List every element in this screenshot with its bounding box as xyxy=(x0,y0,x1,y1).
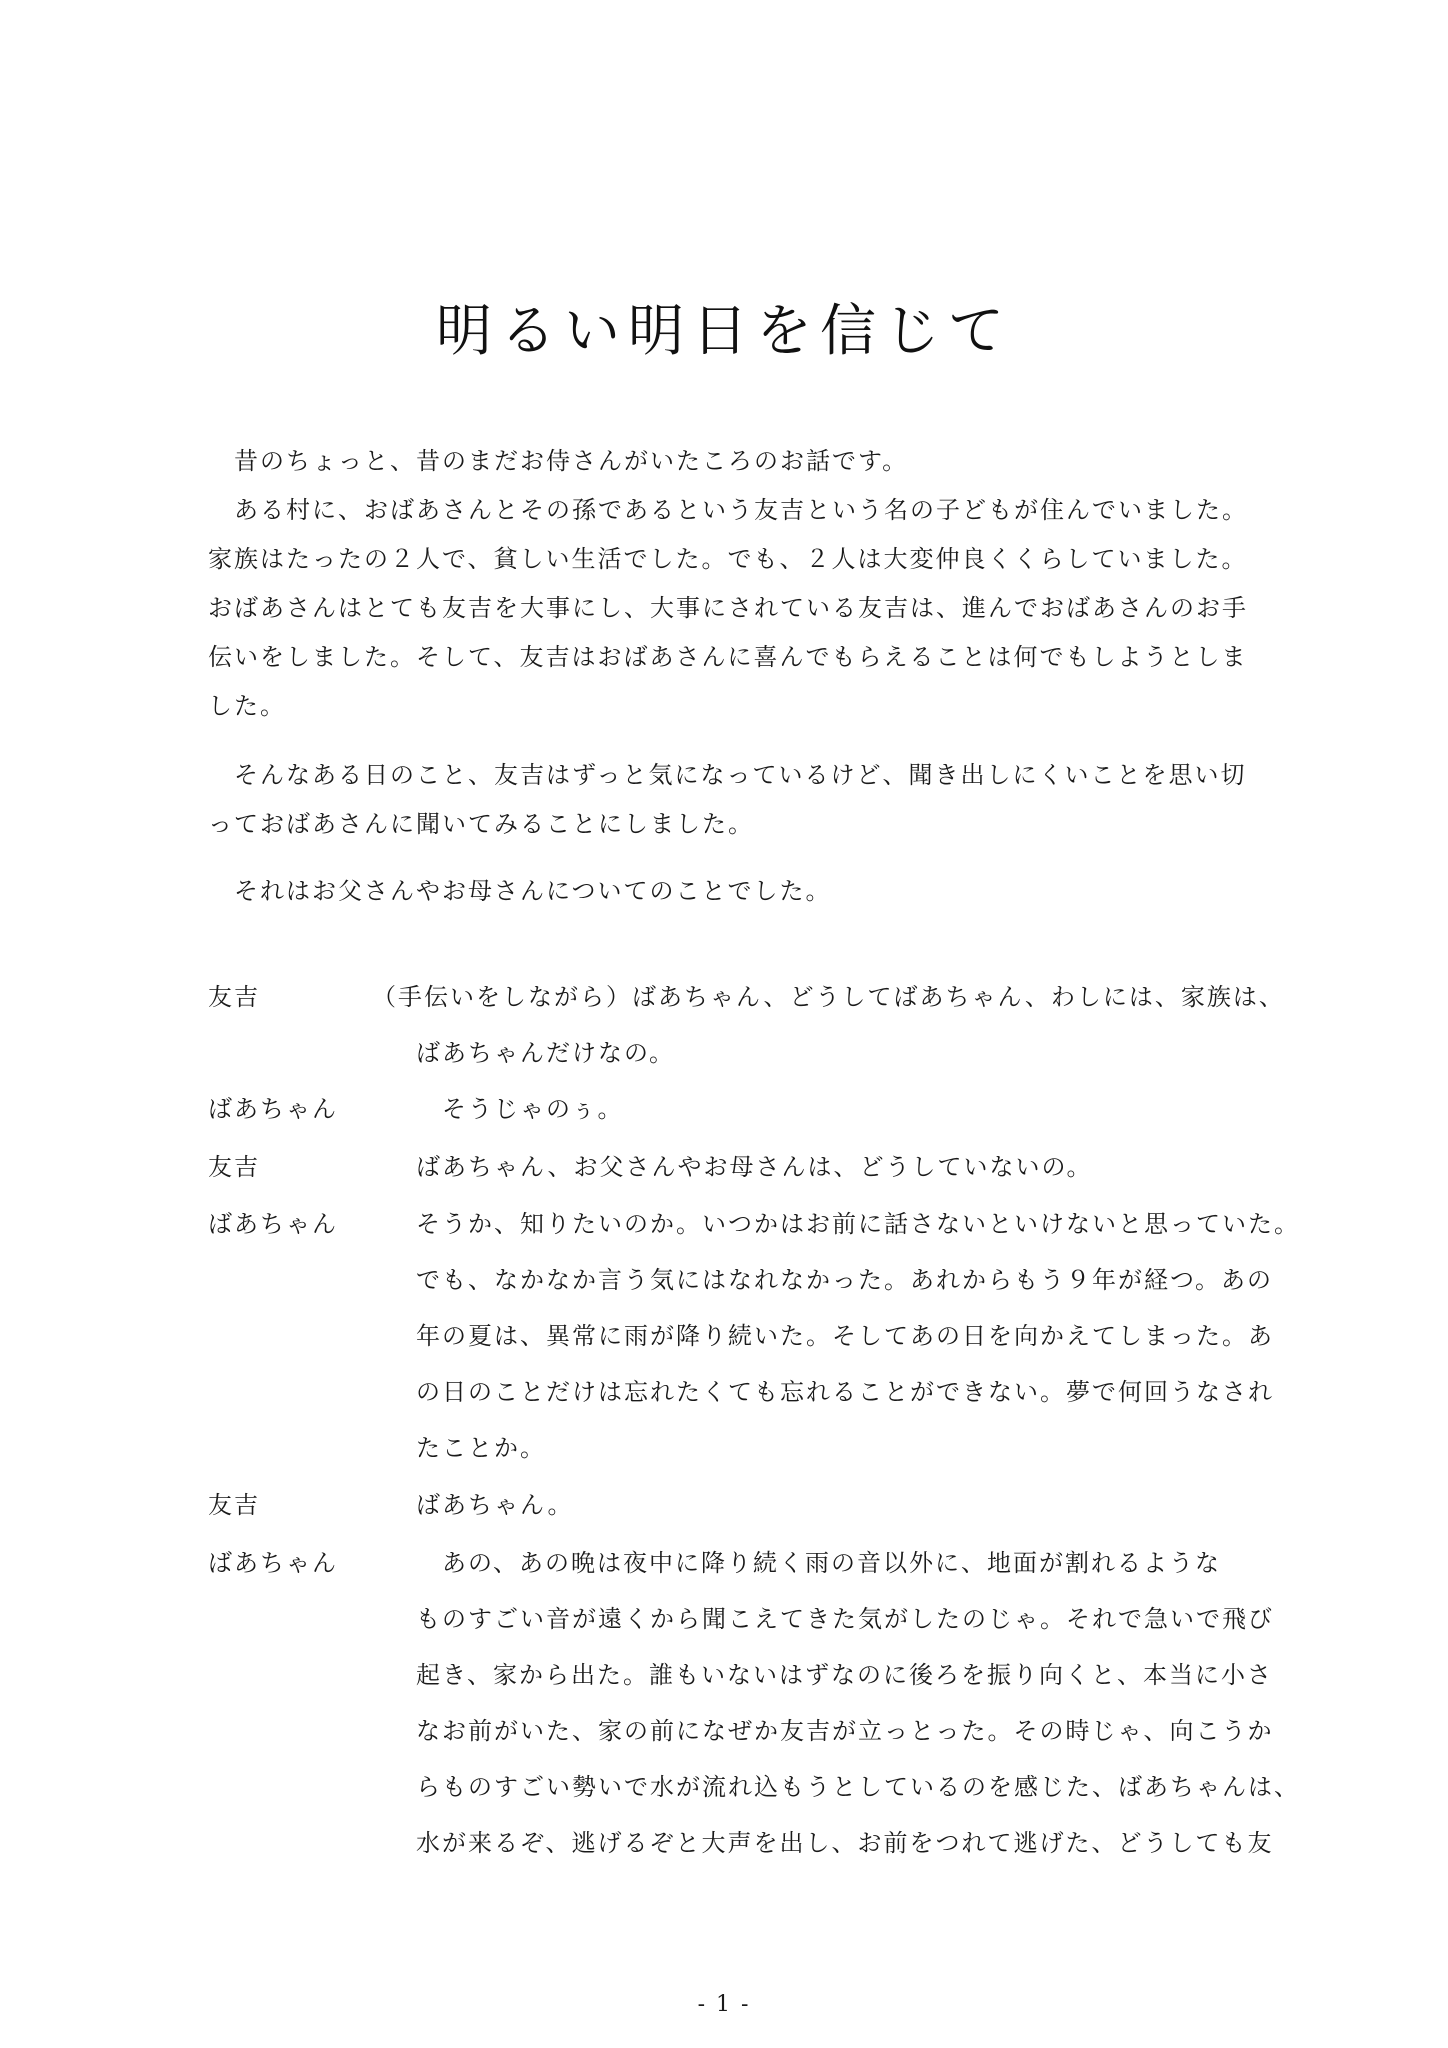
narration-line: 昔のちょっと、昔のまだお侍さんがいたころのお話です。 xyxy=(208,447,909,475)
dialogue-line: でも、なかなか言う気にはなれなかった。あれからもう９年が経つ。あの xyxy=(390,1266,1274,1294)
narration-line: それはお父さんやお母さんについてのことでした。 xyxy=(208,877,832,905)
page-number: - 1 - xyxy=(697,1992,751,2017)
narration-line: 家族はたったの２人で、貧しい生活でした。でも、２人は大変仲良くくらしていました。 xyxy=(208,545,1248,573)
dialogue-line: らものすごい勢いで水が流れ込もうとしているのを感じた、ばあちゃんは、 xyxy=(390,1773,1300,1801)
dialogue-line: あの、あの晩は夜中に降り続く雨の音以外に、地面が割れるような xyxy=(390,1549,1222,1577)
dialogue-line: ばあちゃん、お父さんやお母さんは、どうしていないの。 xyxy=(390,1153,1093,1181)
dialogue-line: 起き、家から出た。誰もいないはずなのに後ろを振り向くと、本当に小さ xyxy=(390,1661,1274,1689)
narration-line: っておばあさんに聞いてみることにしました。 xyxy=(208,810,754,838)
dialogue-line: そうか、知りたいのか。いつかはお前に話さないといけないと思っていた。 xyxy=(390,1210,1300,1238)
speaker-name: ばあちゃん xyxy=(208,1210,338,1238)
dialogue-line: なお前がいた、家の前になぜか友吉が立っとった。その時じゃ、向こうか xyxy=(390,1717,1274,1745)
narration-line: そんなある日のこと、友吉はずっと気になっているけど、聞き出しにくいことを思い切 xyxy=(208,761,1247,789)
dialogue-line: そうじゃのぅ。 xyxy=(390,1095,624,1123)
speaker-name: ばあちゃん xyxy=(208,1095,338,1123)
document-title: 明るい明日を信じて xyxy=(436,299,1012,364)
dialogue-line: ものすごい音が遠くから聞こえてきた気がしたのじゃ。それで急いで飛び xyxy=(390,1605,1274,1633)
speaker-name: 友吉 xyxy=(208,983,260,1011)
narration-line: ある村に、おばあさんとその孫であるという友吉という名の子どもが住んでいました。 xyxy=(208,496,1248,524)
dialogue-line: 水が来るぞ、逃げるぞと大声を出し、お前をつれて逃げた、どうしても友 xyxy=(390,1829,1274,1857)
speaker-name: 友吉 xyxy=(208,1153,260,1181)
narration-line: 伝いをしました。そして、友吉はおばあさんに喜んでもらえることは何でもしようとしま xyxy=(208,643,1248,671)
dialogue-line: たことか。 xyxy=(390,1434,546,1462)
narration-line: おばあさんはとても友吉を大事にし、大事にされている友吉は、進んでおばあさんのお手 xyxy=(208,594,1248,622)
dialogue-line: ばあちゃん。 xyxy=(390,1491,574,1519)
dialogue-line: （手伝いをしながら）ばあちゃん、どうしてばあちゃん、わしには、家族は、 xyxy=(372,983,1285,1011)
dialogue-line: 年の夏は、異常に雨が降り続いた。そしてあの日を向かえてしまった。あ xyxy=(390,1322,1274,1350)
dialogue-line: ばあちゃんだけなの。 xyxy=(390,1039,676,1067)
speaker-name: ばあちゃん xyxy=(208,1549,338,1577)
dialogue-line: の日のことだけは忘れたくても忘れることができない。夢で何回うなされ xyxy=(390,1378,1274,1406)
speaker-name: 友吉 xyxy=(208,1491,260,1519)
narration-line: した。 xyxy=(208,692,286,720)
